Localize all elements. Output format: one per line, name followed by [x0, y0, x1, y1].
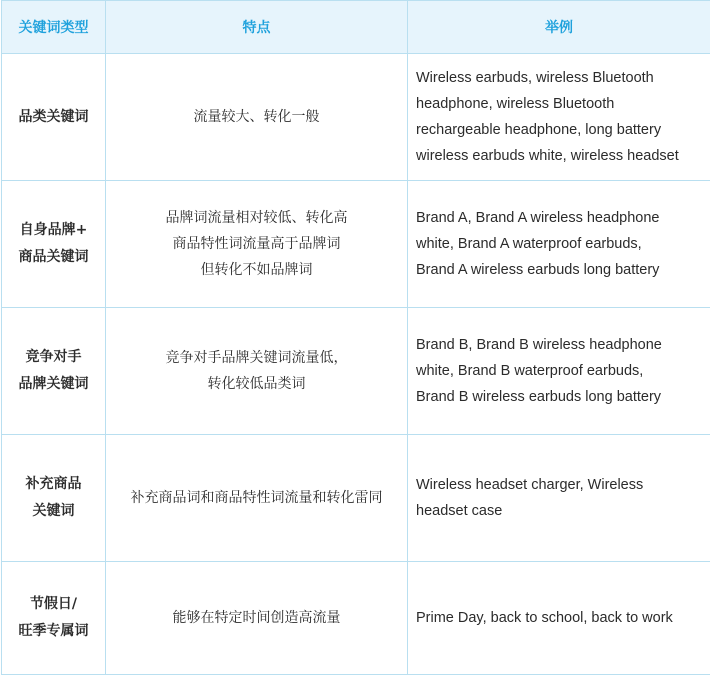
table-row [2, 308, 710, 435]
example-text: white, Brand B waterproof earbuds, [416, 358, 702, 384]
header-feature: 特点 [106, 1, 408, 54]
feature-text: 转化较低品类词 [112, 371, 401, 397]
feature-cell [106, 308, 408, 435]
feature-cell [106, 181, 408, 308]
feature-cell [106, 562, 408, 675]
keyword-type-text: 自身品牌+ [6, 217, 101, 244]
header-row [2, 1, 710, 54]
feature-text: 但转化不如品牌词 [112, 257, 401, 283]
example-cell [408, 308, 710, 435]
feature-text: 流量较大、转化一般 [112, 104, 401, 130]
header-keyword-type: 关键词类型 [2, 1, 106, 54]
keyword-type-cell [2, 181, 106, 308]
feature-text: 补充商品词和商品特性词流量和转化雷同 [112, 485, 401, 511]
header-example: 举例 [408, 1, 710, 54]
keyword-type-text: 品牌关键词 [6, 371, 101, 398]
example-text: Wireless earbuds, wireless Bluetooth [416, 65, 702, 91]
example-text: Brand A wireless earbuds long battery [416, 257, 702, 283]
example-text: white, Brand A waterproof earbuds, [416, 231, 702, 257]
example-cell [408, 562, 710, 675]
keyword-type-text: 补充商品 [6, 471, 101, 498]
feature-cell [106, 54, 408, 181]
example-text: Prime Day, back to school, back to work [416, 605, 702, 631]
keyword-type-text: 节假日/ [6, 591, 101, 618]
example-text: headphone, wireless Bluetooth [416, 91, 702, 117]
table-row [2, 181, 710, 308]
example-text: wireless earbuds white, wireless headset [416, 143, 702, 169]
feature-text: 能够在特定时间创造高流量 [112, 605, 401, 631]
feature-cell [106, 435, 408, 562]
feature-text: 竞争对手品牌关键词流量低， [112, 345, 401, 371]
example-text: Brand B wireless earbuds long battery [416, 384, 702, 410]
keyword-type-text: 旺季专属词 [6, 618, 101, 645]
example-text: Wireless headset charger, Wireless [416, 472, 702, 498]
keyword-table [1, 0, 710, 675]
example-cell [408, 181, 710, 308]
table-row [2, 435, 710, 562]
keyword-type-text: 商品关键词 [6, 244, 101, 271]
example-cell [408, 54, 710, 181]
table-row [2, 562, 710, 675]
example-cell [408, 435, 710, 562]
keyword-type-text: 竞争对手 [6, 344, 101, 371]
example-text: headset case [416, 498, 702, 524]
example-text: rechargeable headphone, long battery [416, 117, 702, 143]
keyword-type-cell [2, 435, 106, 562]
table-row [2, 54, 710, 181]
keyword-type-cell [2, 308, 106, 435]
keyword-type-cell [2, 562, 106, 675]
keyword-type-text: 品类关键词 [6, 104, 101, 131]
example-text: Brand B, Brand B wireless headphone [416, 332, 702, 358]
keyword-type-text: 关键词 [6, 498, 101, 525]
feature-text: 商品特性词流量高于品牌词 [112, 231, 401, 257]
feature-text: 品牌词流量相对较低、转化高 [112, 205, 401, 231]
keyword-type-cell [2, 54, 106, 181]
example-text: Brand A, Brand A wireless headphone [416, 205, 702, 231]
